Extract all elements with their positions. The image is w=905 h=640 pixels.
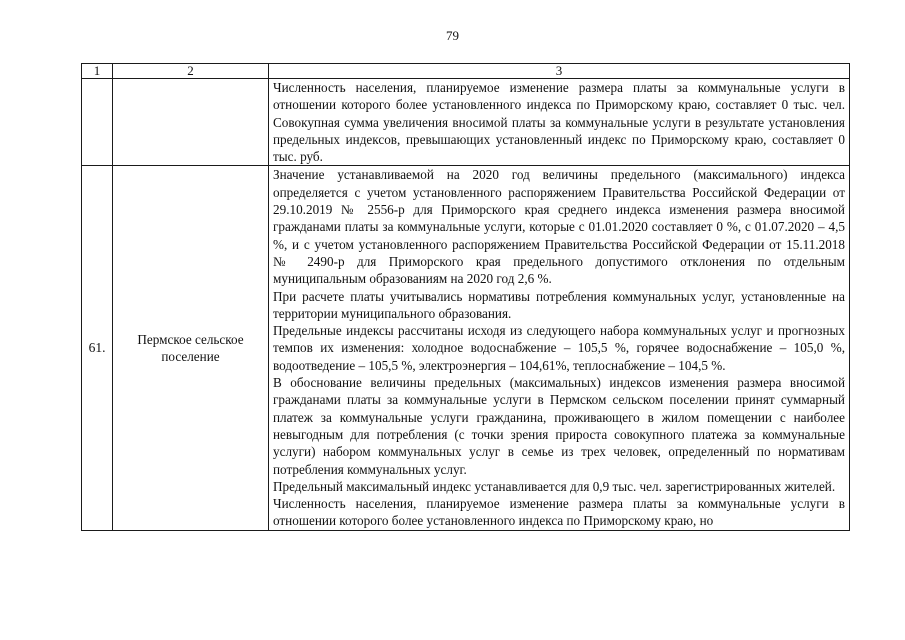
row-number: 61. [82,166,113,530]
continuation-paragraph: Численность населения, планируемое изменение размера платы за коммунальные услуги в отношении которого более установленного индекса по Приморскому краю, составляет 0 тыс. чел. Совокупная сумма увеличения вносимой платы за коммунальные услуги в результате установления предельных индексов, превышающих установленный индекс по Приморскому краю, составляет 0 тыс. руб. [273,80,845,165]
paragraph-justification: В обоснование величины предельных (максимальных) индексов изменения размера вносимой гражданами платы за коммунальные услуги в Пермском сельском поселении принят суммарный платеж за коммунальные услуги гражданина, проживающего в жилом помещении с наиболее невыгодным для потребления (с точки зрения прироста совокупного платежа за коммунальные услуги) набором коммунальных услуг в семье из трех человек, определенный по нормативам потребления коммунальных услуг. [273,375,845,477]
paragraph-index-value: Значение устанавливаемой на 2020 год величины предельного (максимального) индекса определяется с учетом установленного распоряжением Правительства Российской Федерации от 29.10.2019 № 2556-р для Приморского края среднего индекса изменения размера вносимой гражданами платы за коммунальные услуги, которые с 01.01.2020 составляет 0 %, с 01.07.2020 – 4,5 %, и с учетом установленного распоряжением Правительства Российской Федерации от 15.11.2018 № 2490-р для Приморского края предельного допустимого отклонения по отдельным муниципальным образованиям на 2020 год 2,6 %. [273,167,845,287]
indices-table [81,63,850,531]
paragraph-norms: При расчете платы учитывались нормативы потребления коммунальных услуг, установленные на территории муниципального образования. [273,288,845,321]
table-row-continuation [82,79,850,166]
continuation-name-cell [113,79,269,166]
continuation-text-cell [269,79,850,166]
table-row-61 [82,166,850,530]
municipality-name: Пермское сельское поселение [113,166,269,530]
paragraph-service-indices: Предельные индексы рассчитаны исходя из следующего набора коммунальных услуг и прогнозных темпов их изменения: холодное водоснабжение – 105,5 %, горячее водоснабжение – 105,0 %, водоотведение – 105,5 %, электроэнергия – 104,61%, теплоснабжение – 104,5 %. [273,323,845,373]
row-description-cell [269,166,850,530]
column-header-2: 2 [113,64,269,79]
paragraph-population: Предельный максимальный индекс устанавливается для 0,9 тыс. чел. зарегистрированных жителей. [273,478,836,494]
column-header-1: 1 [82,64,113,79]
column-header-3: 3 [269,64,850,79]
table-header-row [82,64,850,79]
page-number: 79 [446,28,459,43]
continuation-number-cell [82,79,113,166]
paragraph-population-change: Численность населения, планируемое изменение размера платы за коммунальные услуги в отношении которого более установленного индекса по Приморскому краю, но [273,496,845,529]
